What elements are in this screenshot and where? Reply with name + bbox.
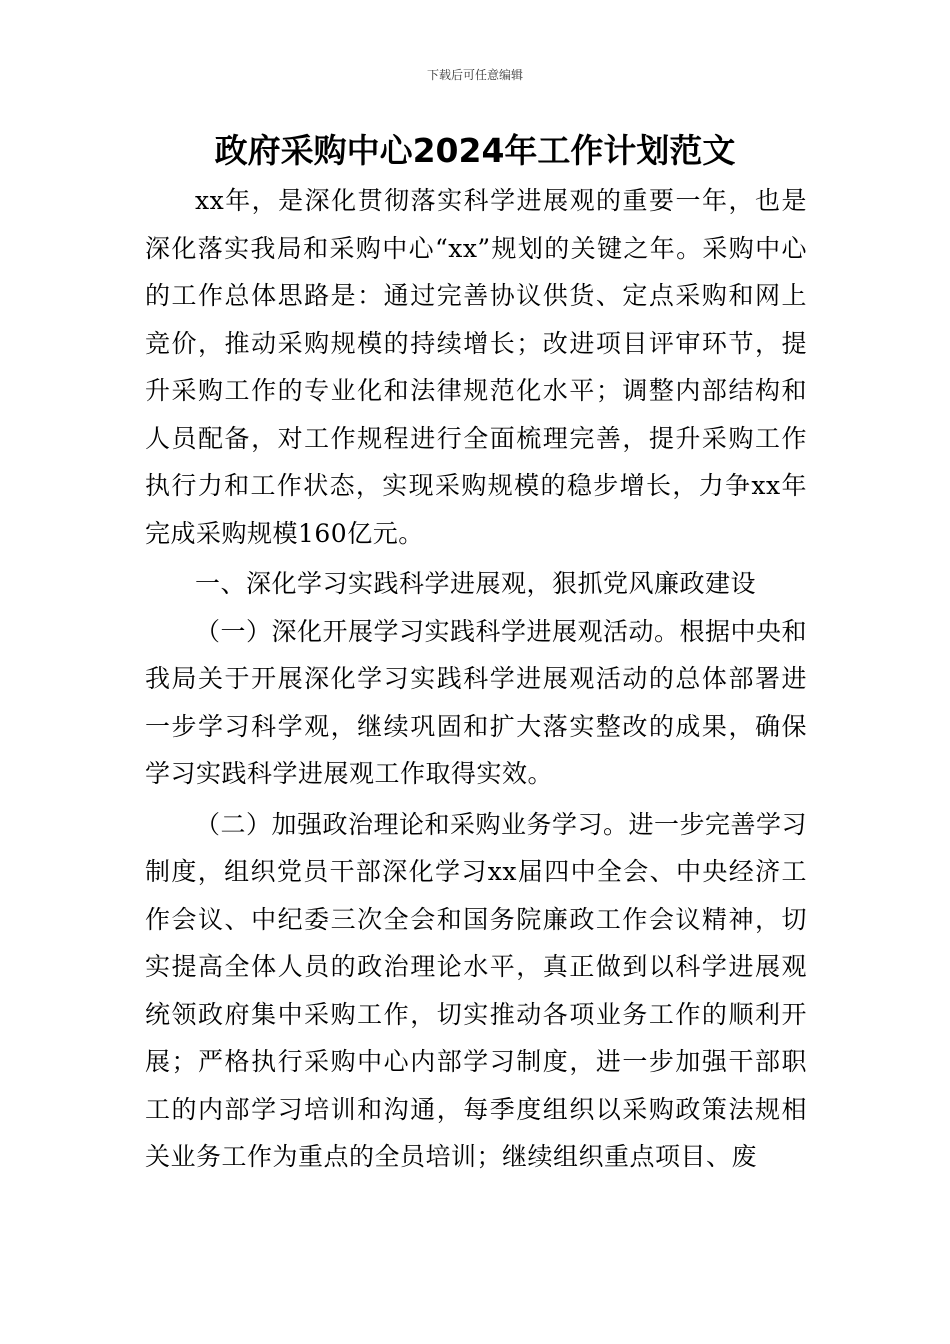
- paragraph-1-1: （一）深化开展学习实践科学进展观活动。根据中央和我局关于开展深化学习实践科学进展观活动的总体部署进一步学习科学观，继续巩固和扩大落实整改的成果，确保学习实践科学进展观工作取得实效。: [145, 616, 808, 788]
- paragraph-intro: xx年，是深化贯彻落实科学进展观的重要一年，也是深化落实我局和采购中心“xx”规划的关键之年。采购中心的工作总体思路是：通过完善协议供货、定点采购和网上竞价，推动采购规模的持续增长；改进项目评审环节，提升采购工作的专业化和法律规范化水平；调整内部结构和人员配备，对工作规程进行全面梳理完善，提升采购工作执行力和工作状态，实现采购规模的稳步增长，力争xx年完成采购规模160亿元。: [145, 186, 807, 548]
- document-body: [145, 177, 807, 1181]
- paragraph-1-2: （二）加强政治理论和采购业务学习。进一步完善学习制度，组织党员干部深化学习xx届四中全会、中央经济工作会议、中纪委三次全会和国务院廉政工作会议精神，切实提高全体人员的政治理论水平，真正做到以科学进展观统领政府集中采购工作，切实推动各项业务工作的顺利开展；严格执行采购中心内部学习制度，进一步加强干部职工的内部学习培训和沟通，每季度组织以采购政策法规相关业务工作为重点的全员培训；继续组织重点项目、废: [145, 809, 808, 1171]
- document-title: 政府采购中心2024年工作计划范文: [214, 131, 736, 170]
- header-note: 下载后可任意编辑: [426, 68, 523, 82]
- section-heading-1: 一、深化学习实践科学进展观，狠抓党风廉政建设: [195, 569, 757, 598]
